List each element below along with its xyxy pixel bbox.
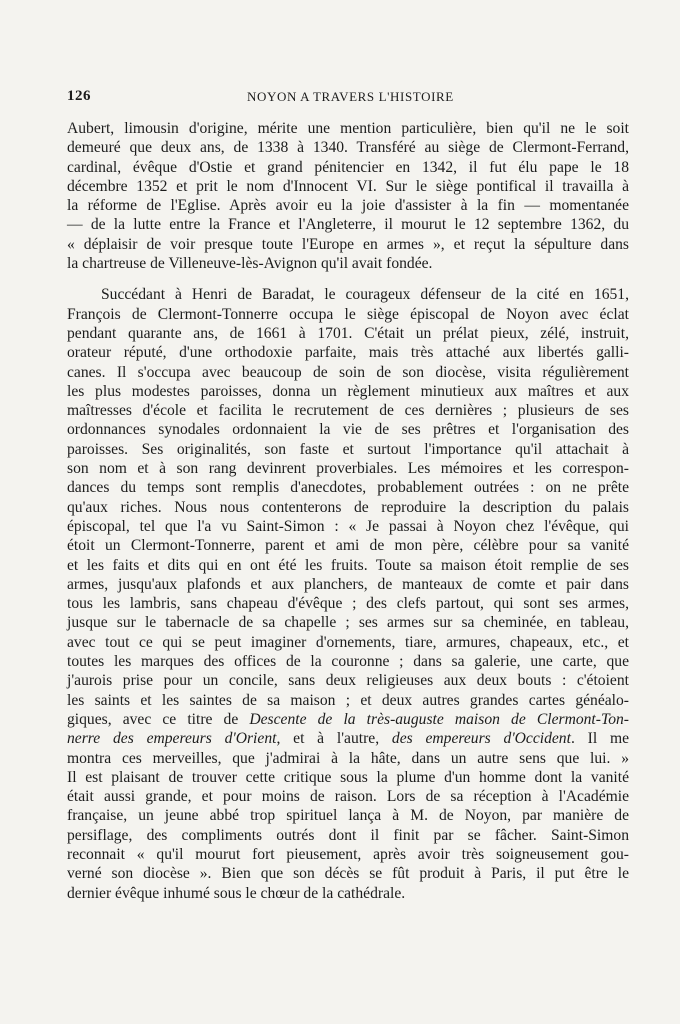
text-line: ordonnances synodales ordonnaient la vie de ses prêtres et l'organisation des: [67, 421, 629, 439]
text-line: toutes les marques des offices de la couronne ; dans sa galerie, une carte, que: [67, 653, 629, 671]
text-run: , et à l'autre,: [276, 730, 392, 748]
text-line: jusque sur le tabernacle de sa chapelle ; ses armes sur sa cheminée, en tableau,: [67, 614, 629, 632]
text-line: demeuré que deux ans, de 1338 à 1340. Transféré au siège de Clermont-Ferrand,: [67, 139, 629, 157]
text-line: la réforme de l'Eglise. Après avoir eu la joie d'assister à la fin — momentanée: [67, 197, 629, 215]
text-line: était aussi grande, et pour moins de raison. Lors de sa réception à l'Académie: [67, 788, 629, 806]
text-line: qu'aux riches. Nous nous contenterons de reproduire la description du palais: [67, 498, 629, 516]
body-text: [67, 119, 629, 903]
text-line: cardinal, évêque d'Ostie et grand pénitencier en 1342, il fut élu pape le 18: [67, 158, 629, 176]
text-line: reconnait « qu'il mourut fort pieusement, après avoir très soigneusement gou-: [67, 845, 629, 863]
text-line: j'aurois prise pour un concile, sans deux religieuses aux deux bouts : c'étoient: [67, 672, 629, 690]
text-line: [67, 729, 629, 748]
italic-title-run: nerre des empereurs d'Orient: [67, 730, 277, 748]
text-line: Succédant à Henri de Baradat, le courageux défenseur de la cité en 1651,: [101, 286, 629, 304]
text-line: épiscopal, tel que l'a vu Saint-Simon : « Je passai à Noyon chez l'évêque, qui: [67, 517, 629, 535]
text-line: les saints et les saintes de sa maison ; et deux autres grandes cartes généalo-: [67, 691, 629, 709]
paragraph-clermont-tonnerre: [67, 285, 629, 903]
text-line: pendant quarante ans, de 1661 à 1701. C'était un prélat pieux, zélé, instruit,: [67, 324, 629, 342]
text-line: paroisses. Ses originalités, son faste et surtout l'importance qu'il attachait à: [67, 440, 629, 458]
page-header: [67, 88, 627, 108]
text-line: Il est plaisant de trouver cette critique sous la plume d'un homme dont la vanité: [67, 768, 629, 786]
paragraph-innocent-vi: [67, 119, 629, 273]
text-line: verné son diocèse ». Bien que son décès se fût produit à Paris, il put être le: [67, 865, 629, 883]
text-line: étoit un Clermont-Tonnerre, parent et ami de mon père, célèbre pour sa vanité: [67, 537, 629, 555]
page-number: 126: [67, 88, 91, 104]
text-line: dernier évêque inhumé sous le chœur de la cathédrale.: [67, 884, 406, 902]
text-line: maîtresses d'école et facilita le recrutement de ces dernières ; plusieurs de ses: [67, 402, 629, 420]
text-line: — de la lutte entre la France et l'Angleterre, il mourut le 12 septembre 1362, du: [67, 216, 629, 234]
text-line: montra ces merveilles, que j'admirai à la hâte, dans un autre sens que lui. »: [67, 749, 629, 767]
text-line: [67, 710, 629, 729]
text-line: la chartreuse de Villeneuve-lès-Avignon qu'il avait fondée.: [67, 255, 433, 273]
text-line: française, un jeune abbé trop spirituel lança à M. de Noyon, par manière de: [67, 807, 629, 825]
text-line: orateur réputé, d'une orthodoxie parfaite, mais très attaché aux libertés galli-: [67, 344, 629, 362]
text-line: et les faits et dits qui en ont été les fruits. Toute sa maison étoit remplie de ses: [67, 556, 629, 574]
text-line: tous les lambris, sans chapeau d'évêque ; des clefs partout, qui sont ses armes,: [67, 595, 629, 613]
italic-title-run: des empereurs d'Occident: [391, 730, 571, 748]
text-line: armes, jusqu'aux plafonds et aux planchers, de manteaux de comte et pair dans: [67, 575, 629, 593]
italic-title-run: Descente de la très-auguste maison de Clermont-Ton-: [249, 710, 629, 728]
text-line: dances du temps sont remplis d'anecdotes, probablement outrées : on ne prête: [67, 479, 629, 497]
text-run: . Il me: [570, 730, 629, 748]
text-line: canes. Il s'occupa avec beaucoup de soin de son diocèse, visita régulièrement: [67, 363, 629, 381]
text-line: persiflage, des compliments outrés dont il finit par se fâcher. Saint-Simon: [67, 826, 629, 844]
text-line: « déplaisir de voir presque toute l'Europe en armes », et reçut la sépulture dans: [67, 235, 629, 253]
running-title: NOYON A TRAVERS L'HISTOIRE: [247, 89, 454, 104]
text-line: les plus modestes paroisses, donna un règlement minutieux aux maîtres et aux: [67, 382, 629, 400]
text-line: Aubert, limousin d'origine, mérite une mention particulière, bien qu'il ne le soit: [67, 120, 629, 137]
text-line: avec tout ce qui se peut imaginer d'ornements, tiare, armures, chapeaux, etc., et: [67, 633, 629, 651]
text-line: son nom et à son rang devinrent proverbiales. Les mémoires et les correspon-: [67, 460, 629, 478]
text-run: giques, avec ce titre de: [67, 710, 250, 728]
text-line: François de Clermont-Tonnerre occupa le siège épiscopal de Noyon avec éclat: [67, 305, 629, 323]
text-line: décembre 1352 et prit le nom d'Innocent VI. Sur le siège pontifical il travailla à: [67, 177, 629, 195]
